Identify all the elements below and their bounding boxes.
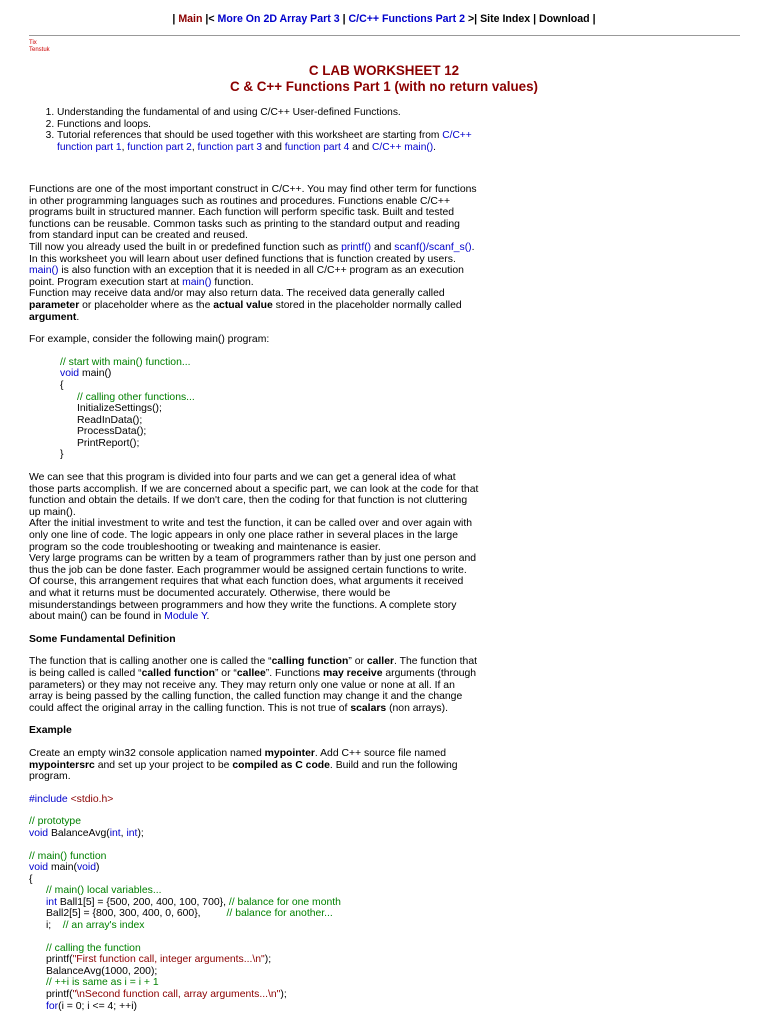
code-comment: // calling other functions...: [77, 391, 195, 403]
code-text: );: [264, 954, 272, 966]
code-string: "First function call, integer arguments...\n": [72, 954, 265, 966]
example-paragraph: [29, 748, 479, 783]
code-block-main: [29, 357, 479, 461]
code-comment: // an array's index: [62, 920, 145, 932]
nav-sep: >|: [468, 13, 478, 25]
code-comment: // start with main() function...: [60, 356, 191, 368]
code-line: [29, 1001, 479, 1013]
called-function-term: called function: [141, 667, 215, 679]
code-text: i;: [46, 920, 52, 932]
objective-text: Functions and loops.: [57, 118, 152, 130]
intro-text: Till now you already used the built in or predefined function such as: [29, 241, 339, 253]
intro-text: stored in the placeholder normally called: [275, 299, 462, 311]
and-text: and: [374, 241, 392, 253]
code-line: [29, 828, 479, 840]
and-text: and: [264, 141, 282, 153]
intro-paragraph: [29, 184, 479, 323]
code-line: [29, 368, 479, 380]
code-keyword: void: [29, 862, 49, 874]
code-line: [29, 897, 479, 909]
tiny-header-text: [29, 40, 50, 54]
code-keyword: #include: [29, 793, 68, 805]
scanf-link[interactable]: scanf()/scanf_s(): [394, 241, 472, 253]
code-text: printf(: [46, 954, 73, 966]
text: Create an empty win32 console application named: [29, 747, 262, 759]
top-navigation: [0, 14, 768, 26]
code-comment: // balance for another...: [226, 908, 333, 920]
code-text: );: [280, 989, 287, 1001]
main-function-link[interactable]: main(): [182, 276, 212, 288]
nav-prev-link[interactable]: More On 2D Array Part 3: [217, 13, 340, 25]
nav-sep: |: [172, 13, 176, 25]
code-keyword: void: [60, 368, 80, 380]
objectives-list: [29, 107, 507, 153]
page-title: [0, 63, 768, 95]
compiled-as-c-term: compiled as C code: [232, 759, 330, 771]
code-comment: // calling the function: [46, 942, 141, 954]
main-function-link[interactable]: main(): [29, 265, 59, 277]
code-text: main(): [81, 368, 112, 380]
text: . Add C++ source file named: [314, 747, 447, 759]
ref-link-function-part-1[interactable]: C/C++ function part 1: [57, 130, 472, 153]
text: . Build and run the following program.: [29, 759, 458, 783]
title-line-1: C LAB WORKSHEET 12: [308, 63, 460, 78]
title-line-2: C & C++ Functions Part 1 (with no return values): [229, 79, 539, 94]
intro-text: or placeholder where as the: [82, 299, 211, 311]
text: arguments (through parameters) or they may not receive any. They may return only one value or none at all. If an array is being passed by the calling function, the called function may change it and the change could affect the original array in the calling function. This is not true of: [29, 667, 477, 714]
tiny-line: Tix: [29, 40, 37, 46]
nav-sep: |<: [205, 13, 215, 25]
text: ” or “: [214, 667, 237, 679]
code-line: PrintReport();: [77, 437, 140, 449]
code-keyword: int: [109, 827, 121, 839]
objective-text: Understanding the fundamental of and using C/C++ User-defined Functions.: [57, 107, 401, 118]
code-line: {: [60, 379, 64, 391]
nav-sep: |: [592, 13, 596, 25]
nav-sep: |: [342, 13, 346, 25]
objective-text: Tutorial references that should be used together with this worksheet are starting from: [57, 130, 440, 142]
code-keyword: void: [76, 862, 96, 874]
code-comment: // ++i is same as i = i + 1: [46, 977, 159, 989]
tiny-line: Tenstuk: [29, 47, 50, 53]
code-comment: // balance for one month: [228, 896, 341, 908]
code-text: printf(: [46, 989, 73, 1001]
code-string: "\nSecond function call, array arguments...\n": [72, 989, 281, 1001]
code-line: [29, 989, 479, 1001]
code-line: [29, 954, 479, 966]
text: and set up your project to be: [97, 759, 230, 771]
objective-item: [57, 130, 507, 153]
intro-text: function.: [214, 276, 254, 288]
main-content: [29, 184, 479, 1012]
code-block-balance: [29, 794, 479, 1013]
ref-link-main[interactable]: C/C++ main(): [372, 141, 434, 153]
caller-term: caller: [366, 656, 395, 668]
intro-text: Function may receive data and/or may also return data. The received data generally called: [29, 288, 445, 300]
code-keyword: int: [126, 827, 138, 839]
code-line: }: [60, 449, 64, 461]
callee-term: callee: [236, 667, 266, 679]
scalars-term: scalars: [350, 702, 387, 714]
text: ” or: [348, 656, 364, 668]
period: .: [433, 141, 436, 153]
discussion-text: After the initial investment to write and test the function, it can be called over and over again with only one line of code. The logic appears in only one place rather in several places in the large program so the code troubleshooting or tweaking and maintenance is easier.: [29, 518, 473, 553]
nav-download-link[interactable]: Download: [539, 13, 590, 25]
code-text: ,: [120, 827, 124, 839]
intro-text: In this worksheet you will learn about user defined functions that is function created by users.: [29, 253, 456, 265]
code-comment: // main() local variables...: [46, 885, 162, 897]
code-comment: // prototype: [29, 816, 81, 828]
parameter-term: parameter: [29, 299, 80, 311]
objective-item: [57, 119, 507, 131]
example-intro: For example, consider the following main() program:: [29, 334, 270, 346]
code-line: ProcessData();: [77, 426, 147, 438]
code-text: BalanceAvg(: [50, 827, 110, 839]
project-name: mypointer: [264, 747, 315, 759]
code-line: [29, 908, 479, 920]
nav-site-index-link[interactable]: Site Index: [480, 13, 531, 25]
code-text: main(: [50, 862, 77, 874]
discussion-paragraph: [29, 472, 479, 623]
text: . The function that is being called is called “: [29, 656, 478, 679]
fundamental-paragraph: [29, 656, 479, 714]
ref-link-function-part-4[interactable]: function part 4: [284, 141, 350, 153]
code-string: <stdio.h>: [70, 793, 114, 805]
code-keyword: int: [46, 896, 57, 908]
code-keyword: void: [29, 827, 49, 839]
code-text: (i = 0; i <= 4; ++i): [58, 1000, 137, 1012]
code-keyword: for: [46, 1000, 59, 1012]
code-text: Ball2[5] = {800, 300, 400, 0, 600},: [46, 908, 201, 920]
intro-text: Functions are one of the most important construct in C/C++. You may find other term for functions in other programming languages such as routines and procedures. Functions enable C/C++ programs built in structured manner. Each function will perform specific task. Built and tested functions can be reusable. Common tasks such as printing to the standard output and reading from standard input can be created and reused.: [29, 184, 477, 242]
argument-term: argument: [29, 311, 77, 323]
discussion-text: Very large programs can be written by a team of programmers rather than by just one person and thus the job can be done faster. Each programmer would be assigned certain functions to write.: [29, 553, 477, 576]
code-line: [29, 794, 479, 806]
nav-sep: |: [533, 13, 537, 25]
ref-link-function-part-3[interactable]: function part 3: [197, 141, 263, 153]
module-y-link[interactable]: Module Y: [164, 611, 207, 623]
code-text: );: [137, 827, 144, 839]
code-text: Ball1[5] = {500, 200, 400, 100, 700},: [59, 896, 226, 908]
nav-main-link[interactable]: Main: [178, 13, 203, 25]
code-comment: // main() function: [29, 850, 107, 862]
code-line: BalanceAvg(1000, 200);: [46, 965, 158, 977]
intro-text: is also function with an exception that it is needed in all C/C++ program as an execution point. Program execution start at: [29, 265, 464, 288]
may-receive-term: may receive: [322, 667, 383, 679]
code-text: ): [96, 862, 100, 874]
calling-function-term: calling function: [271, 656, 349, 668]
and-text: and: [352, 141, 370, 153]
section-heading: Example: [29, 725, 72, 737]
comma: ,: [121, 141, 125, 153]
period: .: [206, 611, 210, 623]
printf-link[interactable]: printf(): [341, 241, 372, 253]
actual-value-term: actual value: [213, 299, 273, 311]
ref-link-function-part-2[interactable]: function part 2: [127, 141, 192, 153]
section-heading: Some Fundamental Definition: [29, 633, 176, 645]
code-line: InitializeSettings();: [77, 403, 162, 415]
discussion-text: We can see that this program is divided into four parts and we can get a general idea of what those parts accomplish. If we are concerned about a specific part, we can look at the code for that function and obtain the details. If we don't care, then the coding for that function is not cluttering up main().: [29, 472, 479, 518]
text: The function that is calling another one is called the “: [29, 656, 272, 668]
code-line: {: [29, 873, 33, 885]
comma: ,: [191, 141, 195, 153]
code-line: ReadInData();: [77, 414, 143, 426]
objective-item: [57, 107, 507, 119]
discussion-text: Of course, this arrangement requires that what each function does, what arguments it received and what it returns must be documented accurately. Otherwise, there would be misunderstandings between programmers and how they write the functions. A complete story about main() can be found in: [29, 576, 464, 623]
text: (non arrays).: [389, 702, 448, 714]
code-line: [29, 920, 479, 932]
text: ”. Functions: [265, 667, 321, 679]
period: .: [76, 311, 80, 323]
horizontal-divider: [29, 35, 740, 36]
nav-next-link[interactable]: C/C++ Functions Part 2: [348, 13, 466, 25]
code-line: [29, 862, 479, 874]
period: .: [471, 241, 475, 253]
source-file-name: mypointersrc: [29, 759, 95, 771]
